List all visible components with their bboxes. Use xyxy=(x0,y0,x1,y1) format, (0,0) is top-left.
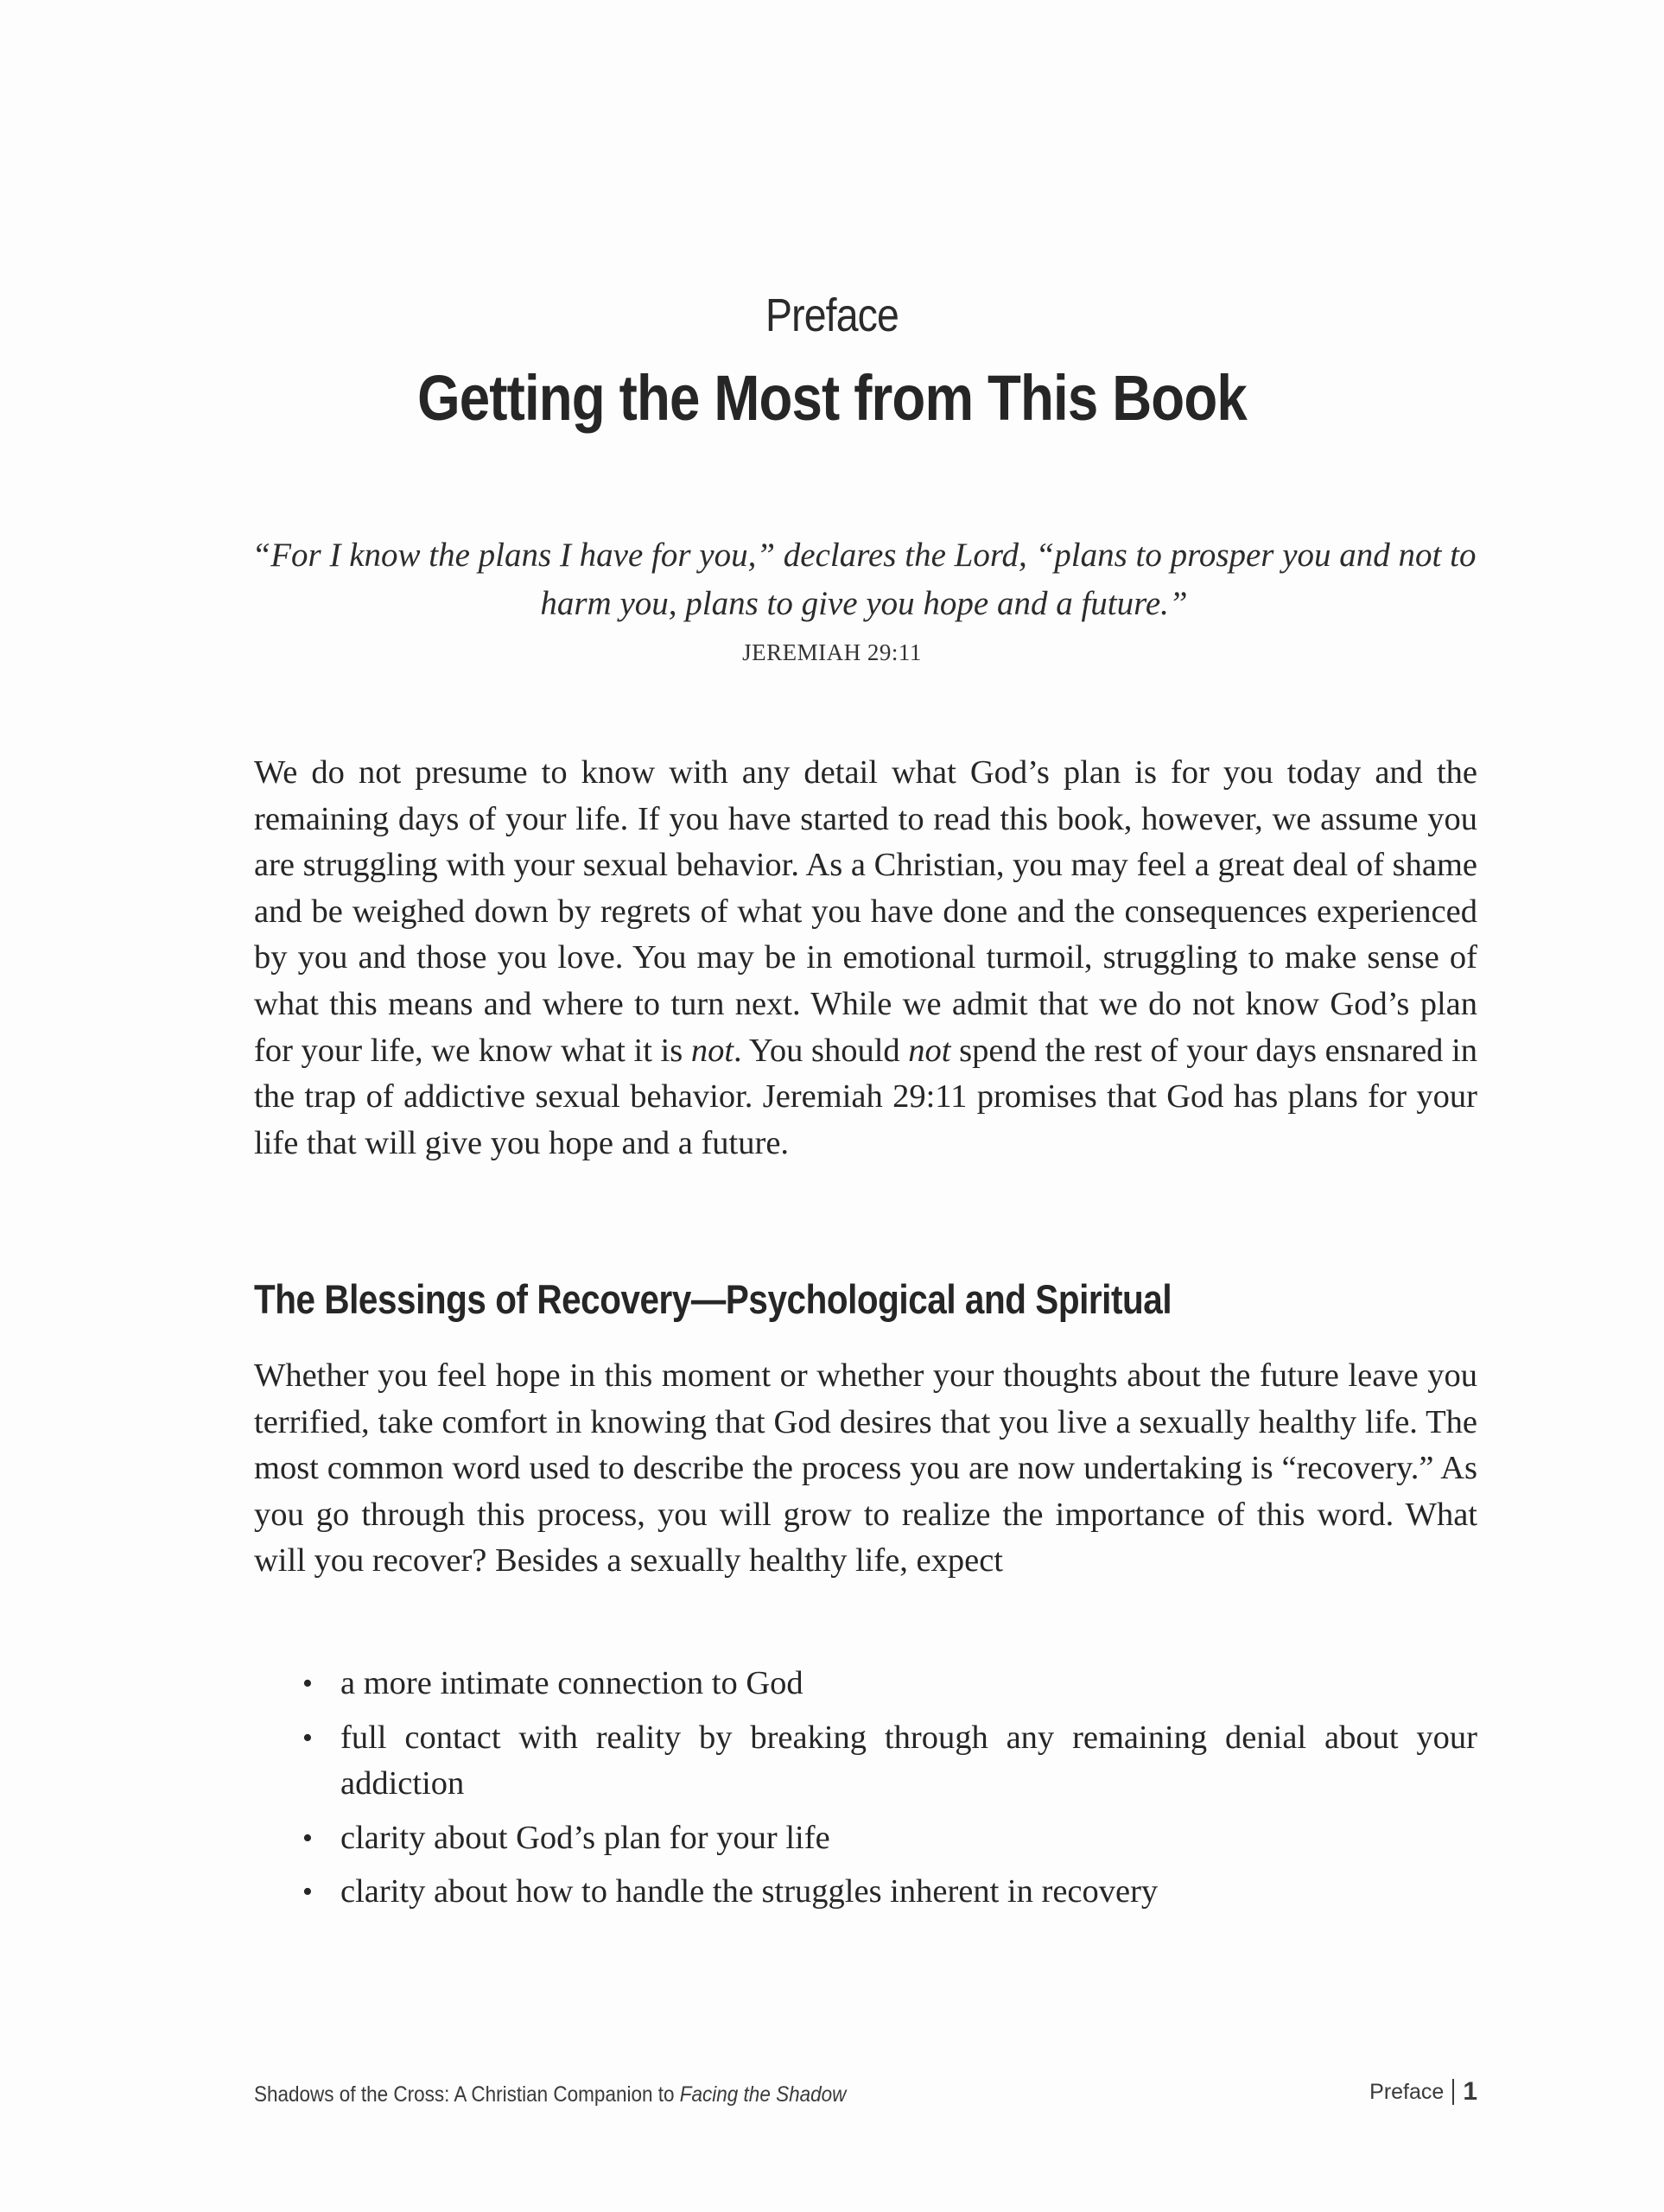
epigraph-quote: “For I know the plans I have for you,” declares the Lord, “plans to prosper you and not to harm you, plans to give you hope and a future.” xyxy=(251,537,1477,622)
list-item xyxy=(302,1715,1477,1808)
intro-text-2: . You should xyxy=(734,1032,909,1069)
footer-book-title xyxy=(254,2082,846,2107)
footer-title-text: Shadows of the Cross: A Christian Companion to xyxy=(254,2082,680,2107)
intro-text-3: spend the rest of your days ensnared in the trap of addictive sexual behavior. Jeremiah 29:11 promises that God has plans for your life that will give you hope and a future. xyxy=(254,1032,1478,1161)
epigraph-source: JEREMIAH 29:11 xyxy=(742,639,922,665)
footer-page-info xyxy=(1369,2077,1477,2107)
section-heading: The Blessings of Recovery—Psychological and Spiritual xyxy=(254,1276,1172,1322)
bullet-icon: • xyxy=(302,1668,313,1700)
page-title: Getting the Most from This Book xyxy=(417,362,1247,434)
chapter-kicker: Preface xyxy=(765,289,899,341)
footer-section-label: Preface xyxy=(1369,2079,1445,2104)
footer-divider xyxy=(1452,2079,1454,2105)
list-item xyxy=(302,1661,1477,1707)
footer-title-italic: Facing the Shadow xyxy=(679,2082,847,2107)
list-item xyxy=(302,1869,1477,1916)
list-item-text: clarity about God’s plan for your life xyxy=(340,1819,830,1856)
section-paragraph: Whether you feel hope in this moment or whether your thoughts about the future leave you terrified, take comfort in knowing that God desires that you live a sexually healthy life. The most common word used to describe the process you are now undertaking is “recovery.” As you go through this process, you will grow to realize the importance of this word. What will you recover? Besides a sexually healthy life, expect xyxy=(254,1357,1477,1580)
intro-text-1: We do not presume to know with any detail what God’s plan is for you today and the remaining days of your life. If you have started to read this book, however, we assume you are struggling with your sexual behavior. As a Christian, you may feel a great deal of shame and be weighed down by regrets of what you have done and the consequences experienced by you and those you love. You may be in emotional turmoil, struggling to make sense of what this means and where to turn next. While we admit that we do not know God’s plan for your life, we know what it is xyxy=(254,754,1477,1069)
intro-emphasis-2: not xyxy=(908,1032,951,1069)
list-item-text: full contact with reality by breaking through any remaining denial about your addiction xyxy=(340,1719,1477,1802)
bullet-icon: • xyxy=(302,1721,313,1754)
bullet-icon: • xyxy=(302,1821,313,1854)
page-number: 1 xyxy=(1463,2077,1477,2106)
list-item-text: clarity about how to handle the struggles inherent in recovery xyxy=(340,1873,1159,1910)
list-item xyxy=(302,1815,1477,1862)
bullet-icon: • xyxy=(302,1876,313,1909)
intro-emphasis-1: not xyxy=(690,1032,734,1069)
list-item-text: a more intimate connection to God xyxy=(340,1665,803,1701)
intro-paragraph xyxy=(254,750,1477,1166)
bullet-list xyxy=(302,1661,1477,1923)
